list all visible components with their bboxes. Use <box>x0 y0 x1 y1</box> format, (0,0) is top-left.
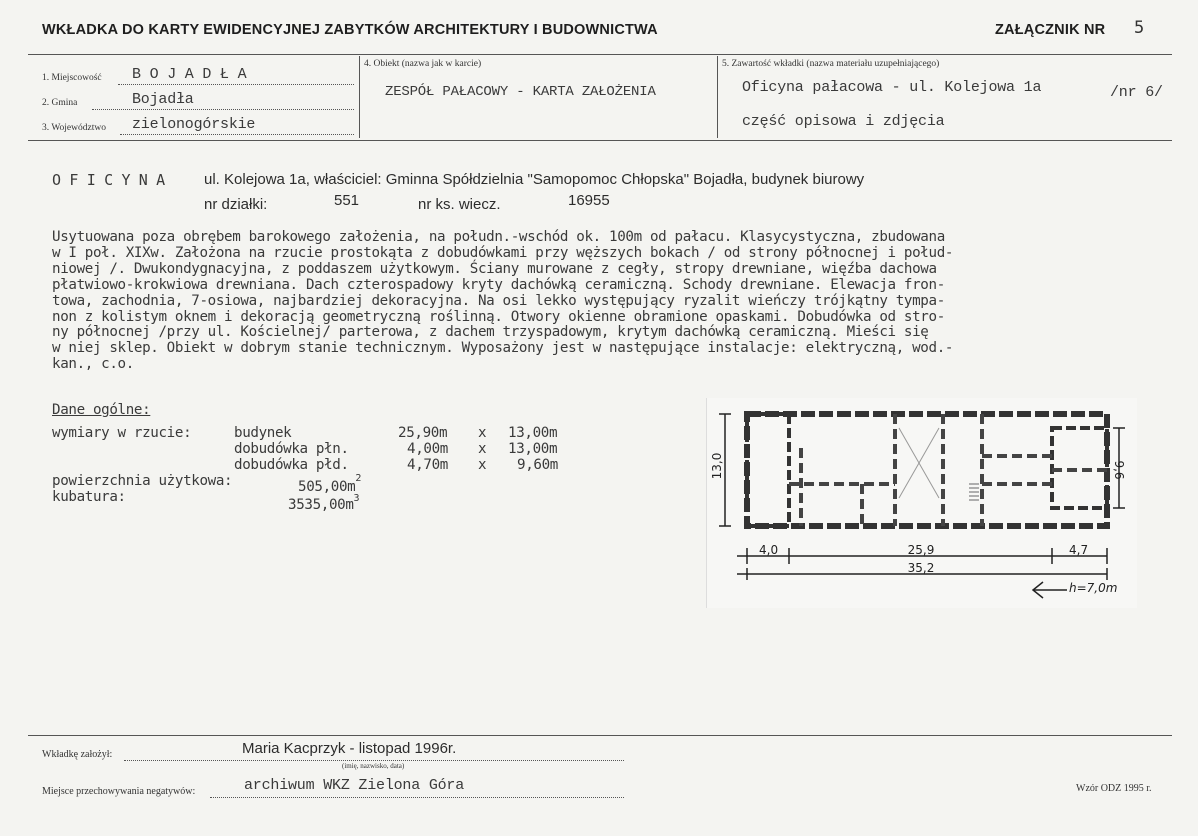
description-line: niowej /. Dwukondygnacyjna, z poddaszem użytkowym. Ściany murowane z cegły, stropy drewniane, więźba dachowa <box>52 260 937 277</box>
dim-row-a: 4,00m <box>407 441 448 457</box>
description-block <box>52 230 953 373</box>
dim-row-x: x <box>478 425 487 441</box>
plan-dim-height-right: 9,6 <box>1112 460 1126 480</box>
floor-plan-drawing <box>707 398 1137 608</box>
dim-row-x: x <box>478 457 487 473</box>
dim-row-name: budynek <box>234 425 292 441</box>
dim-row-name: dobudówka płd. <box>234 457 349 473</box>
description-line: ny północnej /przy ul. Kościelnej/ parterowa, z dachem trzyspadowym, krytym dachówką ceramiczną. Mieści się <box>52 324 929 341</box>
floor-plan-photo <box>706 398 1137 608</box>
zawartosc-label: 5. Zawartość wkładki (nazwa materiału uzupełniającego) <box>722 59 940 69</box>
description-line: płatwiowo-krokwiowa drewniana. Dach czterospadowy kryty dachówką ceramiczną. Schody drewniane. Elewacja fron- <box>52 276 945 293</box>
gmina-value: Bojadła <box>132 91 194 108</box>
form-template-id: Wzór ODZ 1995 r. <box>1076 783 1152 794</box>
wymiary-label: wymiary w rzucie: <box>52 425 192 441</box>
zawartosc-nr: /nr 6/ <box>1110 84 1163 101</box>
miejscowosc-label: 1. Miejscowość <box>42 73 102 83</box>
negatywy-value: archiwum WKZ Zielona Góra <box>244 777 465 794</box>
dim-row-b: 9,60m <box>517 457 558 473</box>
dim-row-a: 4,70m <box>407 457 448 473</box>
attachment-label: ZAŁĄCZNIK NR <box>995 22 1106 38</box>
zawartosc-line1: Oficyna pałacowa - ul. Kolejowa 1a <box>742 79 1042 96</box>
powierzchnia-value: $505,00m^2$ <box>298 473 362 495</box>
zawartosc-line2: część opisowa i zdjęcia <box>742 113 945 130</box>
ks-label: nr ks. wiecz. <box>418 196 501 213</box>
plan-dim-total: 35,2 <box>907 561 935 575</box>
general-heading: Dane ogólne: <box>52 402 151 418</box>
dzialka-value: 551 <box>334 192 360 209</box>
ks-value: 16955 <box>568 192 610 209</box>
kubatura-label: kubatura: <box>52 489 126 505</box>
zalozyl-note: (imię, nazwisko, data) <box>342 762 405 770</box>
wojewodztwo-value: zielonogórskie <box>132 116 256 133</box>
obiekt-label: 4. Obiekt (nazwa jak w karcie) <box>364 59 482 69</box>
kubatura-value: $3535,00m^3$ <box>288 493 360 513</box>
zalozyl-value: Maria Kacprzyk - listopad 1996r. <box>242 740 457 757</box>
plan-dim-left: 4,0 <box>759 543 779 557</box>
dim-row-b: 13,00m <box>508 425 558 441</box>
dim-row-x: x <box>478 441 487 457</box>
description-line: Usytuowana poza obrębem barokowego założenia, na połudn.-wschód ok. 100m od pałacu. Klasycystyczna, zbudowana <box>52 229 945 245</box>
dim-row-a: 25,90m <box>398 425 448 441</box>
plan-dim-height-left: 13,0 <box>710 452 724 480</box>
plan-height-note: h=7,0m <box>1069 581 1118 595</box>
negatywy-label: Miejsce przechowywania negatywów: <box>42 786 196 797</box>
description-line: kan., c.o. <box>52 356 134 373</box>
description-line: non z kolistym oknem i dekoracją geometryczną roślinną. Otwory okienne obramione opaskami. Dobudówka od stro- <box>52 308 945 325</box>
obiekt-value: ZESPÓŁ PAŁACOWY - KARTA ZAŁOŻENIA <box>385 84 656 100</box>
form-title: WKŁADKA DO KARTY EWIDENCYJNEJ ZABYTKÓW ARCHITEKTURY I BUDOWNICTWA <box>42 22 658 38</box>
dim-row-name: dobudówka płn. <box>234 441 349 457</box>
attachment-number: 5 <box>1134 18 1145 38</box>
object-name: O F I C Y N A <box>52 171 165 189</box>
object-address: ul. Kolejowa 1a, właściciel: Gminna Spółdzielnia "Samopomoc Chłopska" Bojadła, budynek biurowy <box>204 171 865 188</box>
powierzchnia-label: powierzchnia użytkowa: <box>52 473 233 489</box>
plan-dim-middle: 25,9 <box>907 543 935 557</box>
description-line: w I poł. XIXw. Założona na rzucie prostokąta z dobudówkami przy węższych bokach / od strony północnej i połud- <box>52 244 954 261</box>
miejscowosc-value: B O J A D Ł A <box>132 66 247 83</box>
plan-dim-right: 4,7 <box>1069 543 1089 557</box>
wojewodztwo-label: 3. Województwo <box>42 123 106 133</box>
description-line: w niej sklep. Obiekt w dobrym stanie technicznym. Wyposażony jest w następujące instalacje: elektryczną, wod.- <box>52 340 954 357</box>
zalozyl-label: Wkładkę założył: <box>42 749 113 760</box>
dzialka-label: nr działki: <box>204 196 268 213</box>
dim-row-b: 13,00m <box>508 441 558 457</box>
description-line: towa, zachodnia, 7-osiowa, najbardziej dekoracyjna. Na osi lekko występujący ryzalit wieńczy trójkątny tympa- <box>52 292 945 309</box>
gmina-label: 2. Gmina <box>42 98 78 108</box>
